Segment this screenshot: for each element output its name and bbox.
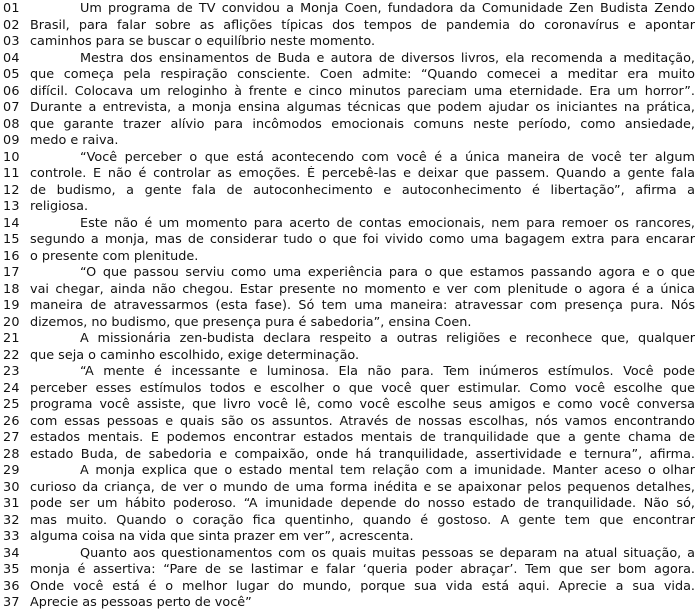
line-number: 18 (3, 281, 20, 297)
line-number: 33 (3, 529, 20, 544)
line-text: estado Buda, de sabedoria e compaixão, onde há tranquilidade, assertividade e ternura”, afirma. (30, 446, 695, 462)
line-number: 34 (3, 545, 20, 561)
line-text: Onde você está é o melhor lugar do mundo, porque sua vida está aqui. Aprecie a sua vida. (30, 578, 695, 594)
line-text: maneira de atravessarmos (esta fase). Só tem uma maneira: atravessar com presença pura. Nós (30, 298, 695, 313)
text-line (0, 315, 699, 332)
line-text: religiosa. (30, 199, 89, 214)
line-text: que garante trazer alívio para incômodos emocionais comuns neste período, como ansiedade, (30, 116, 695, 132)
line-text: curioso da criança, de ver o mundo de uma forma inédita e se apaixonar pelos pequenos detalhes, (30, 479, 695, 495)
text-line (0, 1, 699, 18)
line-text: caminhos para se buscar o equilíbrio neste momento. (30, 34, 376, 49)
line-number: 30 (3, 479, 20, 495)
line-number: 01 (3, 1, 20, 16)
line-text: A missionária zen-budista declara respeito a outras religiões e reconhece que, qualquer (80, 331, 695, 346)
line-number: 26 (3, 413, 20, 429)
text-line (0, 348, 699, 365)
line-number: 28 (3, 446, 20, 462)
text-line (0, 133, 699, 150)
line-text: Brasil, para falar sobre as aflições típicas dos tempos de pandemia do coronavírus e apontar (30, 17, 695, 33)
line-number: 17 (3, 265, 20, 280)
text-line (0, 183, 699, 200)
line-number: 31 (3, 496, 20, 511)
text-line (0, 364, 699, 381)
line-text: Este não é um momento para acerto de contas emocionais, nem para remoer os rancores, (80, 215, 695, 231)
text-line (0, 595, 699, 612)
line-text: vai chegar, ainda não chegou. Estar presente no momento e ver com plenitude o agora é a única (30, 281, 695, 297)
line-number: 03 (3, 34, 20, 49)
text-line (0, 249, 699, 266)
text-line (0, 480, 699, 497)
line-number: 15 (3, 232, 20, 247)
line-text: “O que passou serviu como uma experiência para o que estamos passando agora e o que (80, 265, 695, 280)
line-number: 05 (3, 67, 20, 82)
text-line (0, 546, 699, 563)
line-text: difícil. Colocava um reloginho à frente e cinco minutos pareciam uma eternidade. Era um horror”. (30, 83, 695, 99)
text-line (0, 463, 699, 480)
line-text: de budismo, a gente fala de autoconhecimento e autoconhecimento é libertação”, afirma a (30, 182, 695, 198)
line-text: A monja explica que o estado mental tem relação com a imunidade. Manter aceso o olhar (80, 463, 695, 478)
text-line (0, 18, 699, 35)
text-line (0, 265, 699, 282)
text-line (0, 414, 699, 431)
line-number: 35 (3, 562, 20, 577)
text-line (0, 562, 699, 579)
text-line (0, 67, 699, 84)
text-line (0, 199, 699, 216)
line-number: 06 (3, 83, 20, 99)
line-text: com essas pessoas e quais são os assuntos. Através de nossas escolhas, nós vamos encontrando (30, 413, 695, 429)
text-line (0, 100, 699, 117)
line-number: 07 (3, 100, 20, 115)
line-text: controle. E não é controlar as emoções. É percebê-las e deixar que passem. Quando a gente fala (30, 166, 695, 181)
line-text: pode ser um hábito poderoso. “A imunidade depende do nosso estado de tranquilidade. Não só, (30, 496, 695, 511)
line-text: medo e raiva. (30, 133, 119, 148)
text-line (0, 447, 699, 464)
text-line (0, 430, 699, 447)
text-line (0, 117, 699, 134)
line-number: 09 (3, 133, 20, 148)
line-number: 02 (3, 17, 20, 33)
text-line (0, 84, 699, 101)
line-number: 27 (3, 430, 20, 445)
line-number: 13 (3, 199, 20, 214)
text-line (0, 150, 699, 167)
line-text: Mestra dos ensinamentos de Buda e autora de diversos livros, ela recomenda a meditação, (80, 50, 695, 66)
line-text: perceber esses estímulos todos e escolher o que você quer estimular. Como você escolhe que (30, 380, 695, 396)
line-text: o presente com plenitude. (30, 248, 199, 264)
line-number: 36 (3, 578, 20, 594)
line-number: 37 (3, 595, 20, 610)
line-text: segundo a monja, mas de considerar tudo o que foi vivido como uma bagagem extra para encarar (30, 232, 695, 247)
text-line (0, 513, 699, 530)
line-number: 21 (3, 331, 20, 346)
line-text: programa você assiste, que livro você lê, como você escolhe seus amigos e como você conversa (30, 397, 695, 412)
line-text: que seja o caminho escolhido, exige determinação. (30, 347, 360, 363)
text-line (0, 166, 699, 183)
line-number: 22 (3, 347, 20, 363)
text-line (0, 34, 699, 51)
line-text: Um programa de TV convidou a Monja Coen, fundadora da Comunidade Zen Budista Zendo (80, 1, 695, 16)
text-line (0, 529, 699, 546)
line-text: Durante a entrevista, a monja ensina algumas técnicas que podem ajudar os iniciantes na prática, (30, 100, 695, 115)
line-text: “Você perceber o que está acontecendo com você é a única maneira de você ter algum (80, 149, 695, 165)
line-text: estados mentais. E podemos encontrar estados mentais de tranquilidade que a gente chama de (30, 430, 695, 445)
text-line (0, 397, 699, 414)
line-number: 20 (3, 314, 20, 330)
line-number: 08 (3, 116, 20, 132)
line-text: alguma coisa na vida que sinta prazer em ver”, acrescenta. (30, 529, 414, 544)
line-number: 10 (3, 149, 20, 165)
line-number: 25 (3, 397, 20, 412)
text-line (0, 579, 699, 596)
text-line (0, 331, 699, 348)
line-text: Quanto aos questionamentos com os quais muitas pessoas se deparam na atual situação, a (80, 545, 695, 561)
line-text: “A mente é incessante e luminosa. Ela não para. Tem inúmeros estímulos. Você pode (80, 364, 695, 379)
line-number: 04 (3, 50, 20, 66)
line-text: monja é assertiva: “Pare de se lastimar e falar ‘queria poder abraçar’. Tem que ser bom agora. (30, 562, 695, 577)
line-number: 11 (3, 166, 20, 181)
text-line (0, 282, 699, 299)
text-line (0, 51, 699, 68)
line-number: 24 (3, 380, 20, 396)
text-line (0, 298, 699, 315)
text-line (0, 496, 699, 513)
line-text: mas muito. Quando o coração fica quentinho, quando é gostoso. A gente tem que encontrar (30, 512, 695, 528)
line-text: dizemos, no budismo, que presença pura é sabedoria”, ensina Coen. (30, 314, 472, 330)
line-number: 19 (3, 298, 20, 313)
line-number: 12 (3, 182, 20, 198)
line-text: que começa pela respiração consciente. Coen admite: “Quando comecei a meditar era muito (30, 67, 695, 82)
line-number: 14 (3, 215, 20, 231)
text-line (0, 232, 699, 249)
line-number: 23 (3, 364, 20, 379)
line-number: 32 (3, 512, 20, 528)
line-text: Aprecie as pessoas perto de você” (30, 595, 252, 610)
text-line (0, 381, 699, 398)
line-number: 16 (3, 248, 20, 264)
text-line (0, 216, 699, 233)
line-number: 29 (3, 463, 20, 478)
